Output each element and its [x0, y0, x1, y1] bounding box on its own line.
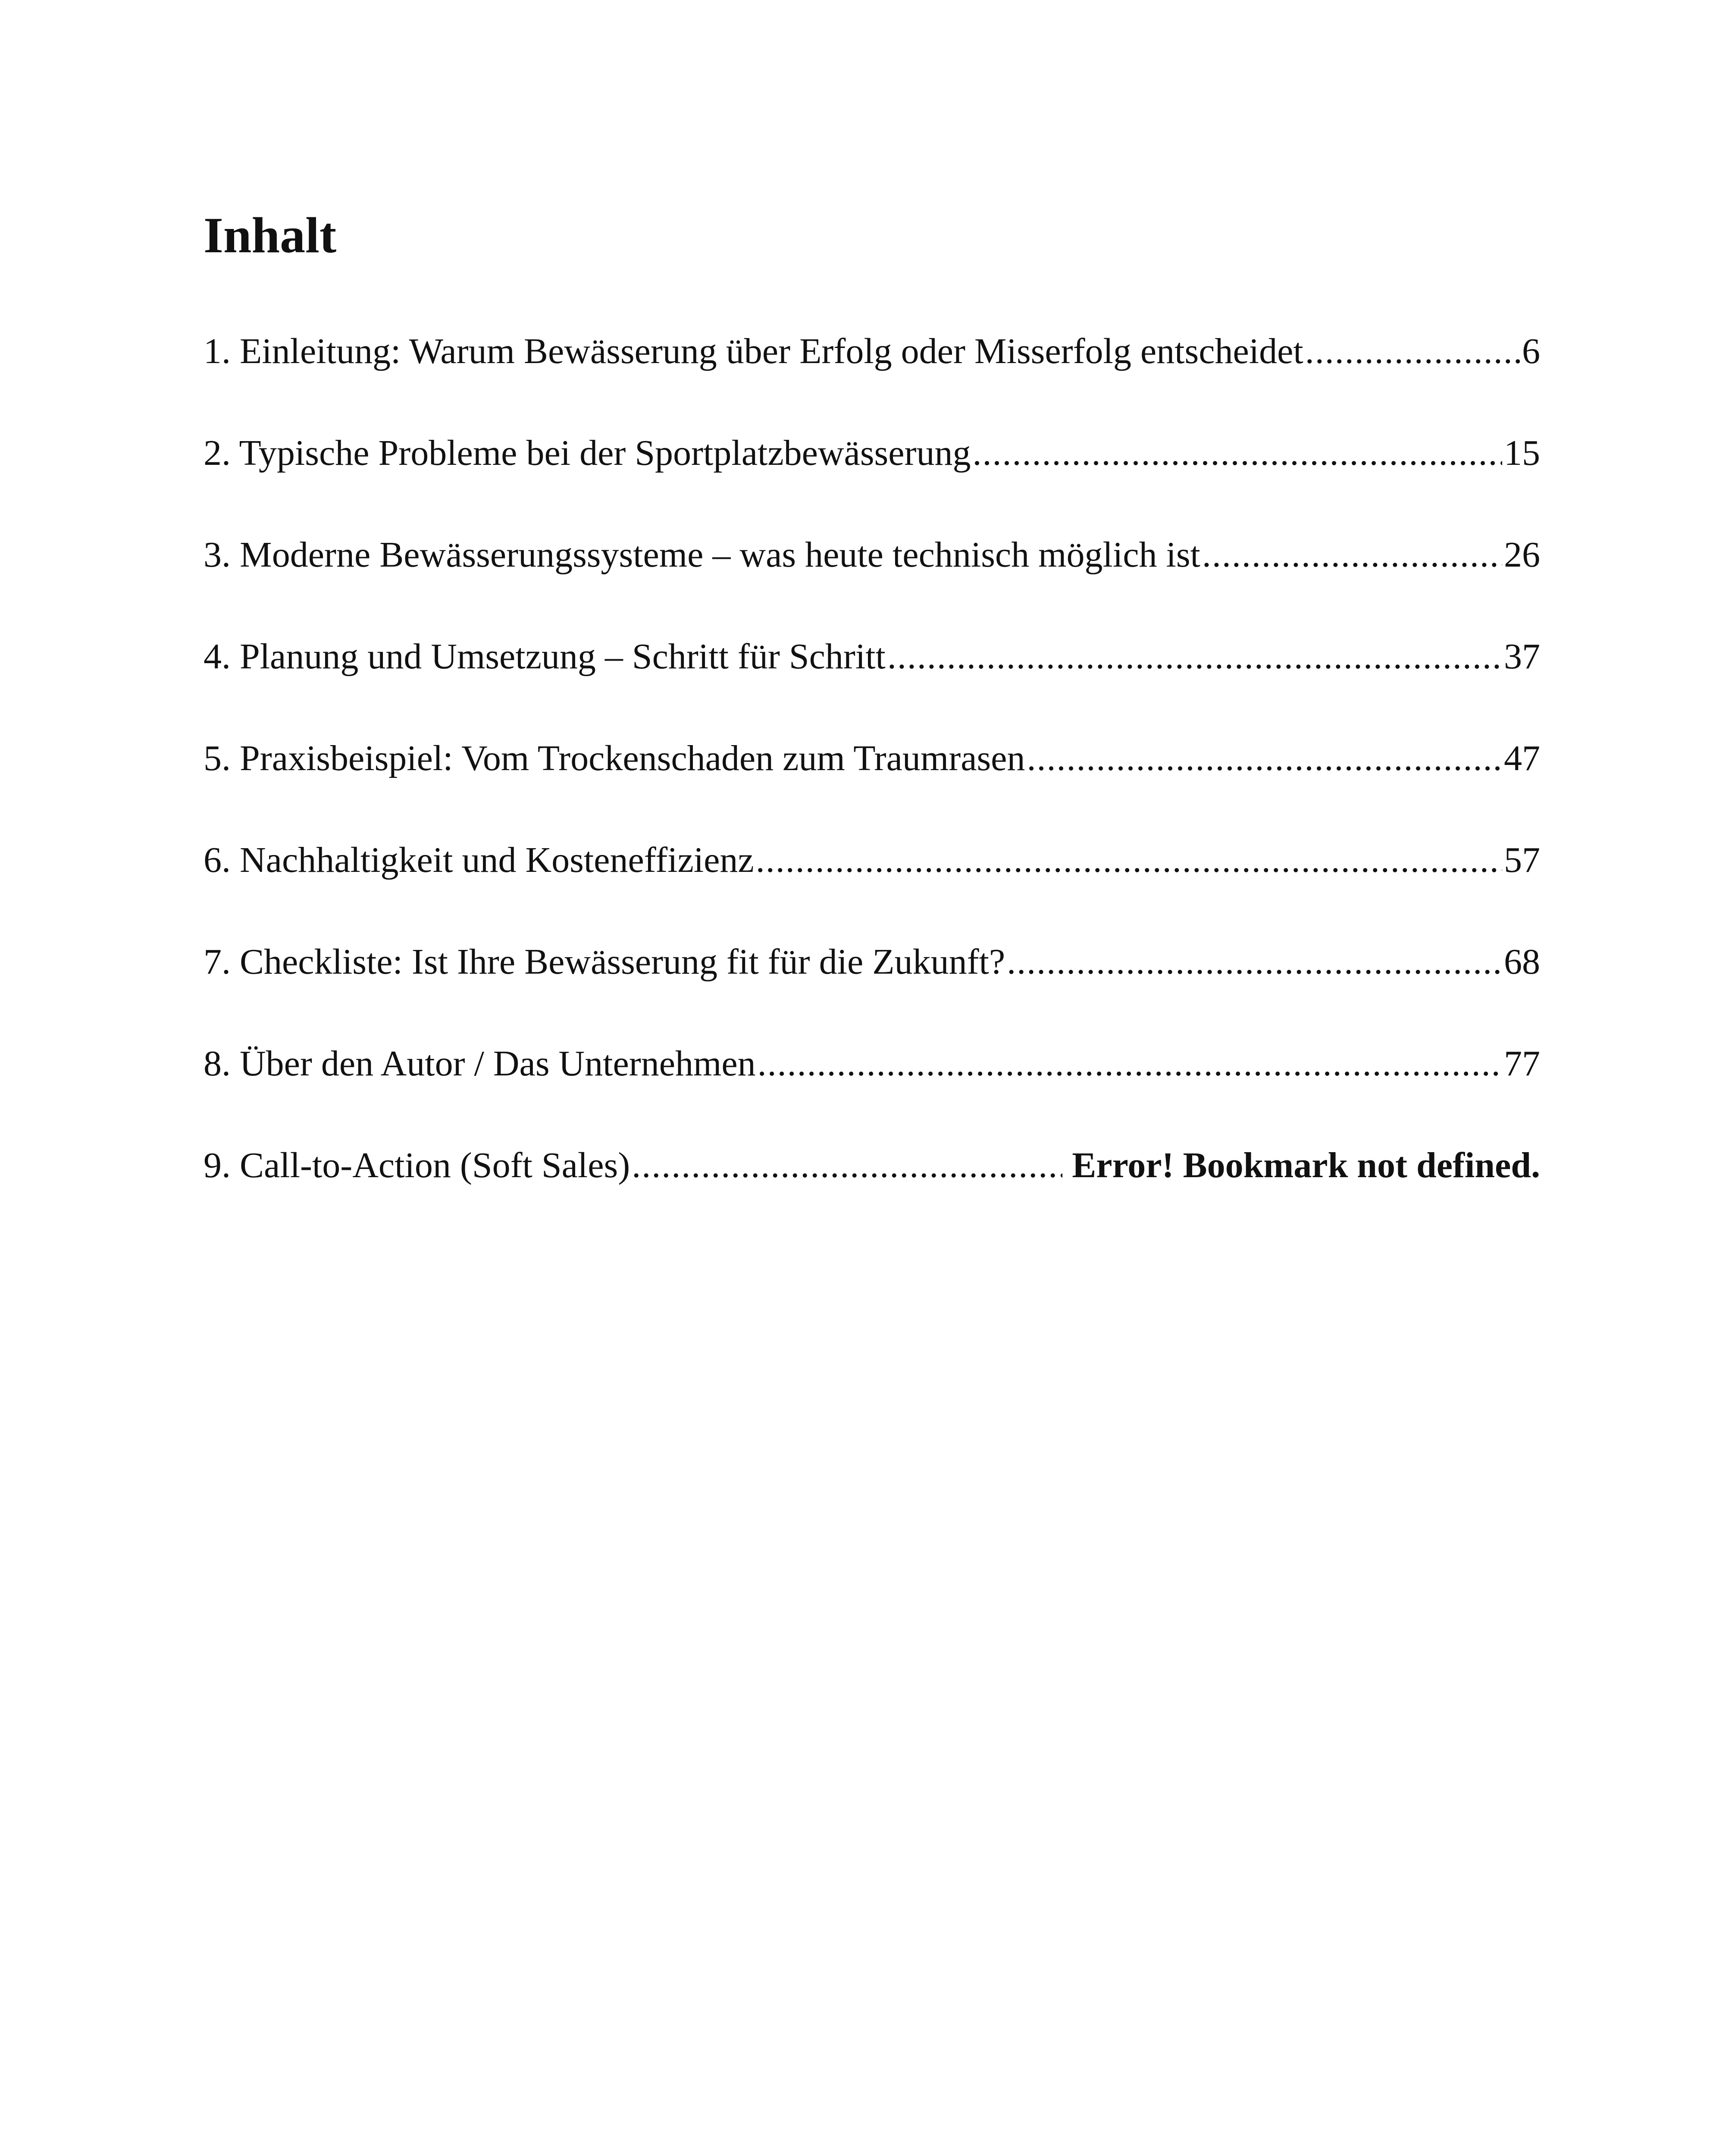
toc-entry-6[interactable]: [204, 835, 1540, 937]
toc-dot-leader: [758, 1038, 1502, 1089]
toc-entry-1[interactable]: [204, 326, 1540, 428]
toc-entry-page: 57: [1504, 840, 1540, 880]
toc-entry-title: 2. Typische Probleme bei der Sportplatzbewässerung: [204, 433, 971, 473]
toc-list: [204, 326, 1540, 1242]
toc-dot-leader: [1007, 937, 1502, 987]
toc-entry-page: 68: [1504, 942, 1540, 982]
toc-entry-title: 7. Checkliste: Ist Ihre Bewässerung fit für die Zukunft?: [204, 942, 1005, 982]
toc-entry-page: 77: [1504, 1044, 1540, 1084]
toc-dot-leader: [1305, 326, 1520, 377]
toc-dot-leader: [632, 1140, 1062, 1191]
toc-entry-title: 6. Nachhaltigkeit und Kosteneffizienz: [204, 840, 754, 880]
toc-entry-page: 6: [1522, 331, 1540, 371]
toc-entry-3[interactable]: [204, 530, 1540, 631]
toc-entry-9[interactable]: [204, 1140, 1540, 1242]
toc-entry-2[interactable]: [204, 428, 1540, 530]
toc-entry-title: 3. Moderne Bewässerungssysteme – was heute technisch möglich ist: [204, 535, 1200, 575]
toc-dot-leader: [887, 631, 1502, 682]
toc-entry-title: 9. Call-to-Action (Soft Sales): [204, 1145, 630, 1185]
toc-dot-leader: [756, 835, 1502, 886]
toc-entry-page: 26: [1504, 535, 1540, 575]
toc-entry-page: 47: [1504, 738, 1540, 778]
toc-entry-page: 37: [1504, 636, 1540, 677]
toc-heading: Inhalt: [204, 207, 337, 263]
toc-entry-page: 15: [1504, 433, 1540, 473]
toc-entry-title: 5. Praxisbeispiel: Vom Trockenschaden zum Traumrasen: [204, 738, 1025, 778]
toc-entry-7[interactable]: [204, 937, 1540, 1038]
toc-entry-title: 4. Planung und Umsetzung – Schritt für Schritt: [204, 636, 886, 677]
toc-entry-4[interactable]: [204, 631, 1540, 733]
toc-dot-leader: [1027, 733, 1502, 784]
toc-entry-5[interactable]: [204, 733, 1540, 835]
toc-entry-8[interactable]: [204, 1038, 1540, 1140]
toc-entry-title: 8. Über den Autor / Das Unternehmen: [204, 1044, 756, 1084]
toc-entry-error-text: Error! Bookmark not defined.: [1072, 1145, 1540, 1185]
toc-entry-title: 1. Einleitung: Warum Bewässerung über Erfolg oder Misserfolg entscheidet: [204, 331, 1303, 371]
toc-dot-leader: [1202, 530, 1502, 580]
toc-dot-leader: [972, 428, 1502, 479]
